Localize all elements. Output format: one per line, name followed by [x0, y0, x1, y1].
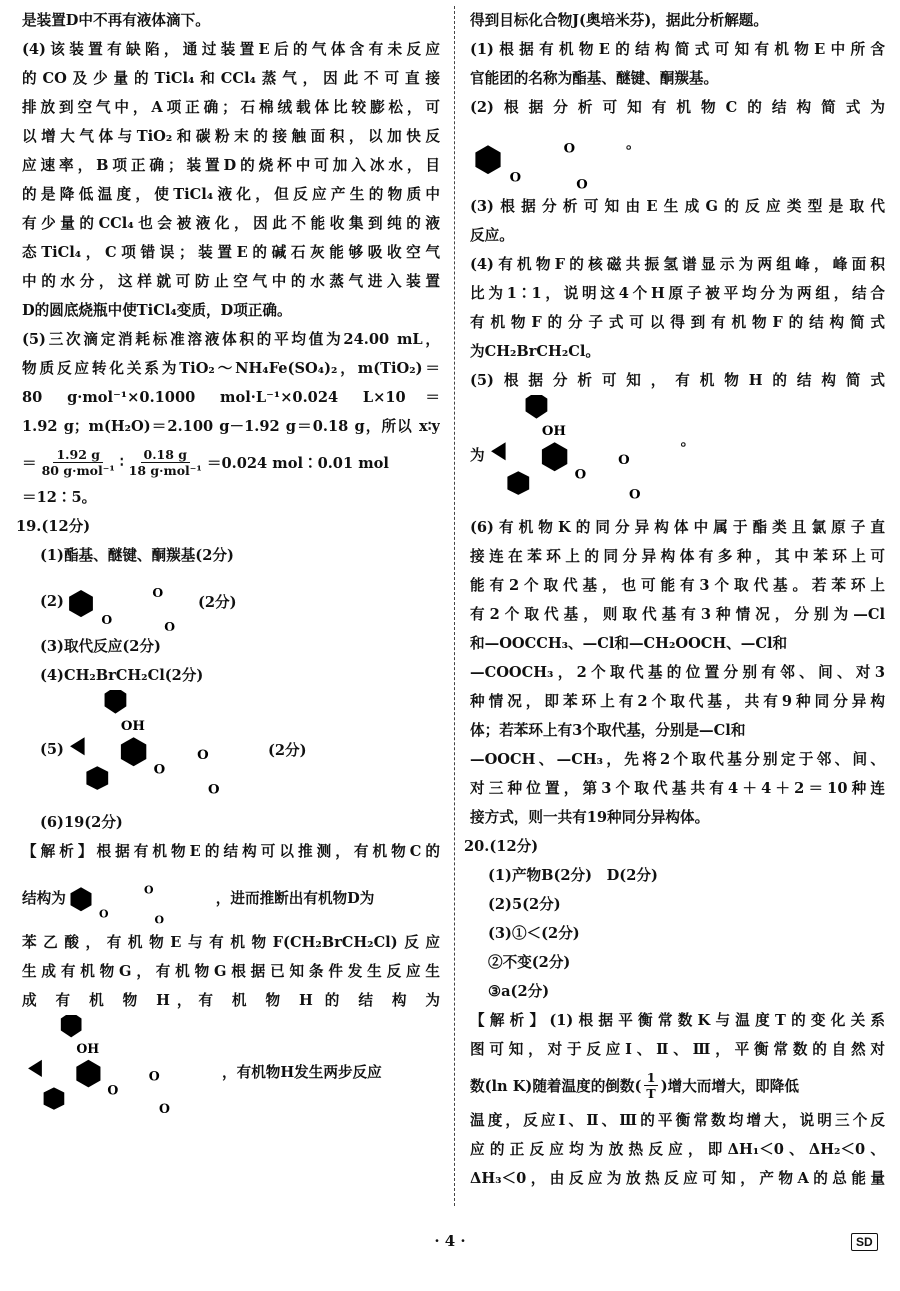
fraction-numerator: 0.18 g: [141, 447, 191, 463]
text-line: (6)有机物K的同分异构体中属于酯类且氯原子直: [470, 519, 885, 536]
fraction-numerator: 1: [644, 1070, 659, 1086]
compound-h-structure-image: [485, 395, 695, 513]
text-line: 体；若苯环上有3个取代基，分别是—Cl和: [470, 722, 746, 739]
text-line: 比为1∶1，说明这4个H原子被平均分为两组，结合: [470, 285, 885, 302]
analysis-line: 【解析】根据有机物E的结构可以推测，有机物C的: [22, 843, 440, 860]
text-line: (4)该装置有缺陷，通过装置E后的气体含有未反应: [22, 41, 440, 58]
text-fragment: 。: [680, 432, 696, 449]
analysis-line-structure: [22, 1015, 440, 1127]
text-fragment: 数(ln K)随着温度的倒数(: [470, 1077, 642, 1095]
analysis-line: 图可知，对于反应Ⅰ、Ⅱ、Ⅲ，平衡常数的自然对: [470, 1041, 885, 1058]
text-line: 得到目标化合物J(奥培米芬)，据此分析解题。: [470, 12, 768, 29]
fraction-denominator: T: [646, 1085, 656, 1101]
answer-label: (5): [40, 740, 64, 758]
text-line: 有少量的CCl₄也会被液化，因此不能收集到纯的液: [22, 215, 440, 232]
answer-3: (3)①＜(2分): [488, 925, 580, 942]
analysis-line-fraction: [470, 1064, 885, 1106]
fraction: [39, 447, 118, 478]
text-fragment: ，有机物H发生两步反应: [222, 1063, 382, 1081]
answer-5: [22, 690, 440, 808]
text-line: 能有2个取代基，也可能有3个取代基。若苯环上: [470, 577, 885, 594]
text-line: 以增大气体与TiO₂和碳粉末的接触面积，以加快反: [22, 128, 440, 145]
fraction: [643, 1070, 658, 1101]
text-line: 有机物F的分子式可以得到有机物F的结构简式: [470, 314, 885, 331]
analysis-line: 苯乙酸，有机物E与有机物F(CH₂BrCH₂Cl)反应: [22, 934, 440, 951]
text-line: 物质反应转化关系为TiO₂～NH₄Fe(SO₄)₂，m(TiO₂)＝: [22, 360, 440, 377]
eq-result: ＝0.024 mol∶0.01 mol: [206, 454, 389, 472]
text-line: 反应。: [470, 227, 514, 244]
text-line: 80 g·mol⁻¹×0.1000 mol·L⁻¹×0.024 L×10＝: [22, 389, 440, 406]
text-line: 的是降低温度，使TiCl₄液化，但反应产生的物质中: [22, 186, 440, 203]
answer-4: (4)CH₂BrCH₂Cl(2分): [40, 667, 204, 684]
text-line: —COOCH₃，2个取代基的位置分别有邻、间、对3: [470, 664, 885, 681]
answer-score: (2分): [197, 593, 237, 611]
text-line: 对三种位置，第3个取代基共有4＋4＋2＝10种连: [470, 780, 885, 797]
compound-h-structure-image: [64, 690, 274, 808]
edition-badge: SD: [851, 1233, 878, 1251]
analysis-line: 温度，反应Ⅰ、Ⅱ、Ⅲ的平衡常数均增大，说明三个反: [470, 1112, 885, 1129]
text-line: (3)根据分析可知由E生成G的反应类型是取代: [470, 198, 885, 215]
structure-line: [470, 395, 885, 513]
answer-label: (2): [40, 592, 64, 610]
text-line: 排放到空气中，A项正确；石棉绒载体比较膨松，可: [22, 99, 440, 116]
answer-3: (3)取代反应(2分): [40, 638, 161, 655]
text-line: D的圆底烧瓶中使TiCl₄变质，D项正确。: [22, 302, 292, 319]
answer-2: [22, 570, 440, 632]
ratio-equation: [22, 441, 440, 483]
text-line: (2)根据分析可知有机物C的结构简式为: [470, 99, 885, 116]
analysis-line: ΔH₃＜0，由反应为放热反应可知，产物A的总能量: [470, 1170, 885, 1187]
fraction: [126, 447, 205, 478]
text-line: ＝12∶5。: [22, 489, 97, 506]
text-line: 接连在苯环上的同分异构体有多种，其中苯环上可: [470, 548, 885, 565]
text-line: (1)根据有机物E的结构简式可知有机物E中所含: [470, 41, 885, 58]
fraction-numerator: 1.92 g: [53, 447, 103, 463]
answer-3-3: ③a(2分): [488, 983, 550, 1000]
text-line: 和—OOCCH₃、—Cl和—CH₂OOCH、—Cl和: [470, 635, 788, 652]
answer-1: (1)产物B(2分) D(2分): [488, 867, 658, 884]
text-line: (5)三次滴定消耗标准溶液体积的平均值为24.00 mL，: [22, 331, 440, 348]
text-line: 应速率，B项正确；装置D的烧杯中可加入冰水，目: [22, 157, 440, 174]
text-line: 态TiCl₄，C项错误；装置E的碱石灰能够吸收空气: [22, 244, 440, 261]
fraction-denominator: 80 g·mol⁻¹: [41, 462, 115, 478]
text-line: 1.92 g；m(H₂O)＝2.100 g－1.92 g＝0.18 g，所以 x∶y: [22, 418, 440, 435]
analysis-line: 生成有机物G，有机物G根据已知条件发生反应生: [22, 963, 440, 980]
text-line: (5)根据分析可知，有机物H的结构简式: [470, 372, 885, 389]
answer-2: (2)5(2分): [488, 896, 561, 913]
text-line: 中的水分，这样就可防止空气中的水蒸气进入装置: [22, 273, 440, 290]
text-fragment: 为: [470, 446, 485, 464]
compound-c-structure-image: [470, 125, 650, 189]
page-number: · 4 ·: [434, 1232, 466, 1250]
ratio-colon: ∶: [119, 453, 124, 471]
text-fragment: 结构为: [22, 889, 66, 907]
question-19-heading: 19.(12分): [16, 518, 91, 535]
left-column: [16, 6, 440, 1127]
text-line: 有2个取代基，则取代基有3种情况，分别为—Cl: [470, 606, 885, 623]
compound-c-structure-image: [66, 867, 216, 927]
text-fragment: ，进而推断出有机物D为: [215, 889, 375, 907]
compound-h-structure-image: [22, 1015, 222, 1127]
text-fragment: 。: [626, 135, 641, 152]
text-fragment: )增大而增大，即降低: [660, 1077, 799, 1095]
text-line: 为CH₂BrCH₂Cl。: [470, 343, 600, 360]
text-line: 是装置D中不再有液体滴下。: [22, 12, 210, 29]
analysis-line: 成 有 机 物 H，有 机 物 H 的 结 构 为: [22, 992, 440, 1009]
text-line: 官能团的名称为酯基、醚键、酮羰基。: [470, 70, 719, 87]
fraction-denominator: 18 g·mol⁻¹: [128, 462, 202, 478]
text-line: 接方式，则一共有19种同分异构体。: [470, 809, 710, 826]
answer-6: (6)19(2分): [40, 814, 123, 831]
text-line: —OOCH、—CH₃，先将2个取代基分别定于邻、间、: [470, 751, 885, 768]
answer-3-2: ②不变(2分): [488, 954, 571, 971]
text-line: (4)有机物F的核磁共振氢谱显示为两组峰，峰面积: [470, 256, 885, 273]
structure-line: [470, 122, 885, 192]
text-line: 的CO及少量的TiCl₄和CCl₄蒸气，因此不可直接: [22, 70, 440, 87]
answer-1: (1)酯基、醚键、酮羰基(2分): [40, 547, 234, 564]
column-divider: [454, 6, 455, 1206]
answer-score: (2分): [267, 741, 307, 759]
eq-prefix: ＝: [22, 454, 37, 472]
right-column: [464, 6, 885, 1193]
analysis-line-structure: [22, 866, 440, 928]
analysis-line: 【解析】(1)根据平衡常数K与温度T的变化关系: [470, 1012, 885, 1029]
question-20-heading: 20.(12分): [464, 838, 539, 855]
text-line: 种情况，即苯环上有2个取代基，共有9种同分异构: [470, 693, 885, 710]
analysis-line: 应的正反应均为放热反应，即ΔH₁＜0、ΔH₂＜0、: [470, 1141, 885, 1158]
